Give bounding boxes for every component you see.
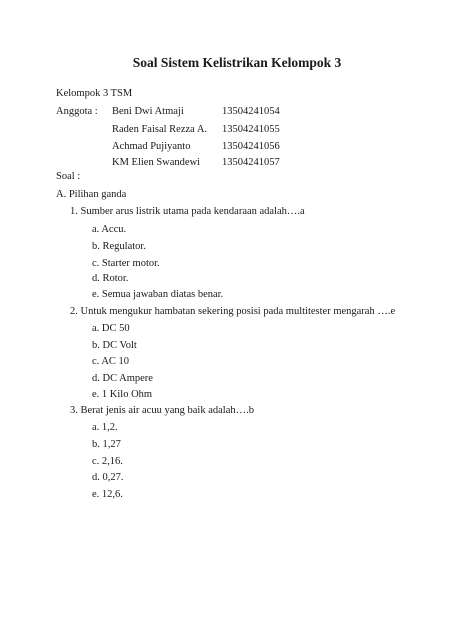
- answer-option: d. Rotor.: [92, 273, 129, 284]
- member-name: Raden Faisal Rezza A.: [112, 124, 208, 135]
- answer-option: a. DC 50: [92, 323, 130, 334]
- answer-option: e. 1 Kilo Ohm: [92, 389, 153, 400]
- answer-option: a. 1,2.: [92, 422, 118, 433]
- answer-option: c. 2,16.: [92, 456, 123, 467]
- answer-option: d. DC Ampere: [92, 373, 153, 384]
- section-heading: A. Pilihan ganda: [56, 189, 127, 200]
- answer-option: b. DC Volt: [92, 340, 137, 351]
- members-label: Anggota :: [56, 106, 98, 117]
- member-id: 13504241055: [222, 124, 280, 135]
- answer-option: a. Accu.: [92, 224, 127, 235]
- answer-option: e. Semua jawaban diatas benar.: [92, 289, 224, 300]
- soal-label: Soal :: [56, 171, 81, 182]
- answer-option: b. 1,27: [92, 439, 121, 450]
- member-id: 13504241056: [222, 141, 280, 152]
- answer-option: b. Regulator.: [92, 241, 146, 252]
- member-name: KM Elien Swandewi: [112, 157, 201, 168]
- group-label: Kelompok 3 TSM: [56, 88, 133, 99]
- answer-option: d. 0,27.: [92, 472, 124, 483]
- member-name: Achmad Pujiyanto: [112, 141, 191, 152]
- question-text: 3. Berat jenis air acuu yang baik adalah….b: [70, 405, 254, 416]
- member-id: 13504241057: [222, 157, 280, 168]
- page-title: Soal Sistem Kelistrikan Kelompok 3: [132, 55, 342, 70]
- answer-option: c. AC 10: [92, 356, 130, 367]
- member-name: Beni Dwi Atmaji: [112, 106, 184, 117]
- answer-option: e. 12,6.: [92, 489, 123, 500]
- question-text: 2. Untuk mengukur hambatan sekering posisi pada multitester mengarah ….e: [70, 306, 396, 317]
- member-id: 13504241054: [222, 106, 280, 117]
- answer-option: c. Starter motor.: [92, 258, 160, 269]
- question-text: 1. Sumber arus listrik utama pada kendaraan adalah….a: [70, 206, 305, 217]
